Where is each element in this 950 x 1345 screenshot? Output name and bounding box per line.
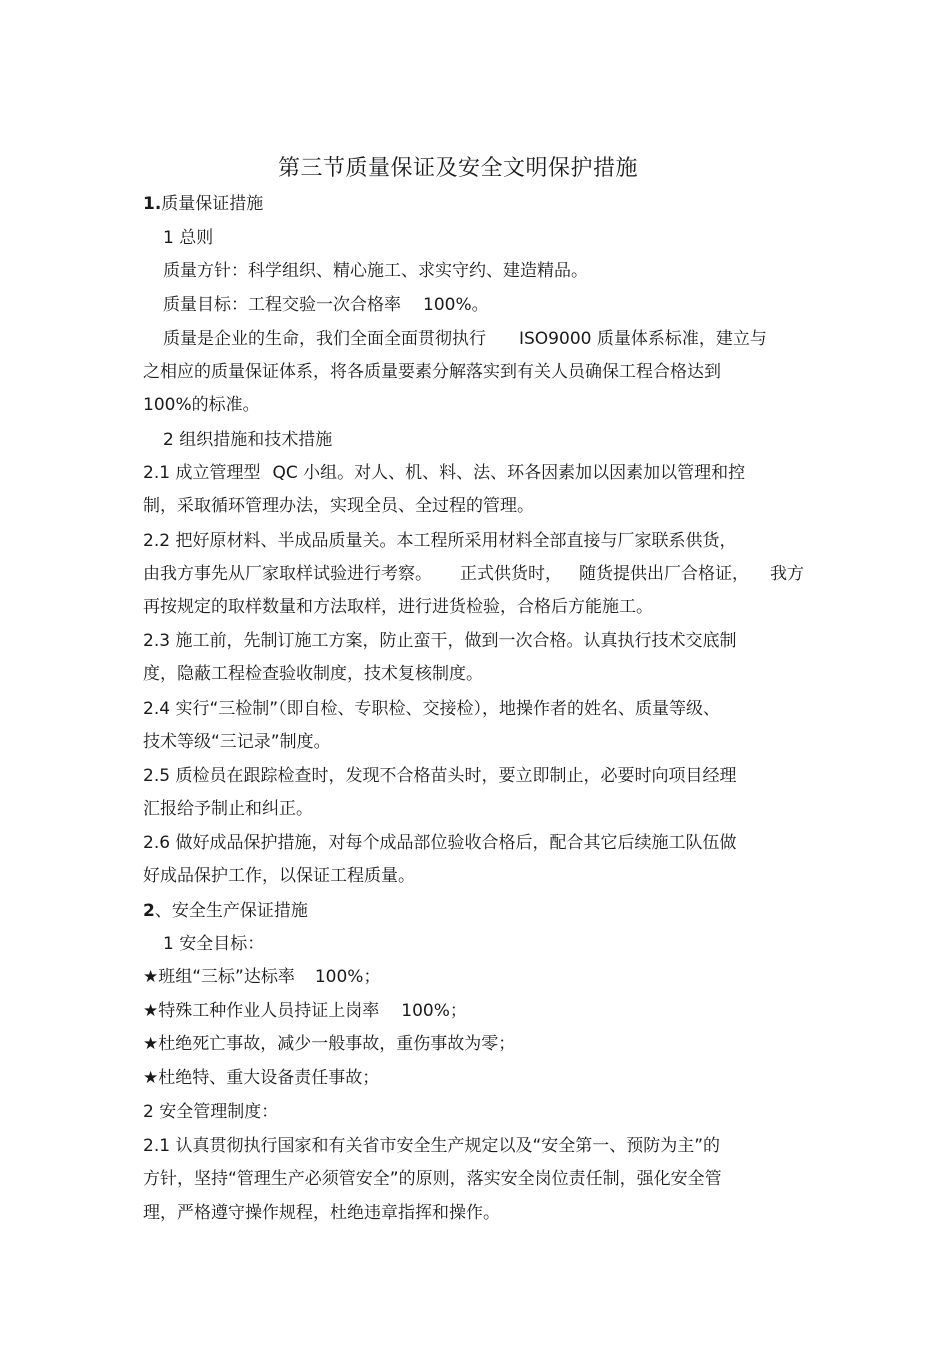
item-2-1-cont: 制，采取循环管理办法，实现全员、全过程的管理。	[143, 496, 534, 516]
item-2-5: 2.5 质检员在跟踪检查时，发现不合格苗头时，要立即制止，必要时向项目经理	[143, 766, 737, 786]
subsection-safety-management: 2 安全管理制度：	[143, 1102, 279, 1122]
section-1-number: 1.	[143, 194, 162, 214]
item-2-3: 2.3 施工前，先制订施工方案，防止蛮干，做到一次合格。认真执行技术交底制	[143, 631, 737, 651]
goal-text: ★班组“三标”达标率	[143, 967, 295, 987]
safety-goal-item: ★杜绝死亡事故，减少一般事故，重伤事故为零；	[143, 1034, 516, 1054]
safety-item-2-1-cont: 理，严格遵守操作规程，杜绝违章指挥和操作。	[143, 1203, 500, 1223]
goal-text: ★特殊工种作业人员持证上岗率	[143, 1001, 380, 1021]
safety-goal-item: ★杜绝特、重大设备责任事故；	[143, 1068, 380, 1088]
item-2-5-cont: 汇报给予制止和纠正。	[143, 799, 313, 819]
safety-item-2-1: 2.1 认真贯彻执行国家和有关省市安全生产规定以及“安全第一、预防为主”的	[143, 1136, 721, 1156]
subsection-safety-goals: 1 安全目标：	[163, 934, 265, 954]
paragraph-text: ISO9000 质量体系标准，建立与	[519, 329, 767, 349]
page-title: 第三节质量保证及安全文明保护措施	[277, 156, 638, 181]
item-text: 正式供货时，	[460, 564, 562, 584]
item-2-2-cont	[143, 562, 804, 586]
quality-policy: 质量方针：科学组织、精心施工、求实守约、建造精品。	[163, 261, 588, 281]
item-2-4-cont: 技术等级“三记录”制度。	[143, 732, 331, 752]
item-2-4: 2.4 实行“三检制”（即自检、专职检、交接检），地操作者的姓名、质量等级、	[143, 699, 721, 719]
safety-goal-item	[143, 999, 467, 1023]
section-2-title: 、安全生产保证措施	[154, 901, 308, 921]
section-2-heading	[143, 899, 308, 923]
section-1-title: 质量保证措施	[161, 194, 264, 214]
quality-goal	[163, 293, 489, 317]
item-2-2-cont: 再按规定的取样数量和方法取样，进行进货检验，合格后方能施工。	[143, 597, 653, 617]
quality-goal-label: 质量目标：工程交验一次合格率	[163, 295, 401, 315]
goal-value: 100%；	[314, 967, 381, 987]
section-2-number: 2	[143, 901, 155, 921]
item-2-3-cont: 度，隐蔽工程检查验收制度，技术复核制度。	[143, 664, 483, 684]
paragraph-line	[163, 327, 767, 351]
paragraph-line: 之相应的质量保证体系，将各质量要素分解落实到有关人员确保工程合格达到	[143, 362, 721, 382]
item-text: QC 小组。对人、机、料、法、环各因素加以因素加以管理和控	[272, 463, 746, 483]
item-2-6-cont: 好成品保护工作，以保证工程质量。	[143, 866, 415, 886]
subsection-general: 1 总则	[163, 228, 214, 248]
item-text: 我方	[770, 564, 804, 584]
goal-value: 100%；	[401, 1001, 467, 1021]
subsection-org-tech: 2 组织措施和技术措施	[163, 430, 333, 450]
section-1-heading	[143, 192, 263, 216]
item-2-2: 2.2 把好原材料、半成品质量关。本工程所采用材料全部直接与厂家联系供货，	[143, 531, 737, 551]
quality-goal-value: 100%。	[423, 295, 489, 315]
paragraph-text: 质量是企业的生命，我们全面全面贯彻执行	[163, 329, 486, 349]
safety-item-2-1-cont: 方针，坚持“管理生产必须管安全”的原则，落实安全岗位责任制，强化安全管	[143, 1169, 722, 1189]
item-text: 由我方事先从厂家取样试验进行考察。	[143, 564, 432, 584]
paragraph-line: 100%的标准。	[143, 395, 260, 415]
item-2-6: 2.6 做好成品保护措施，对每个成品部位验收合格后，配合其它后续施工队伍做	[143, 833, 737, 853]
item-text: 随货提供出厂合格证，	[579, 564, 749, 584]
item-text: 2.1 成立管理型	[143, 463, 261, 483]
item-2-1	[143, 461, 745, 485]
safety-goal-item	[143, 965, 380, 989]
